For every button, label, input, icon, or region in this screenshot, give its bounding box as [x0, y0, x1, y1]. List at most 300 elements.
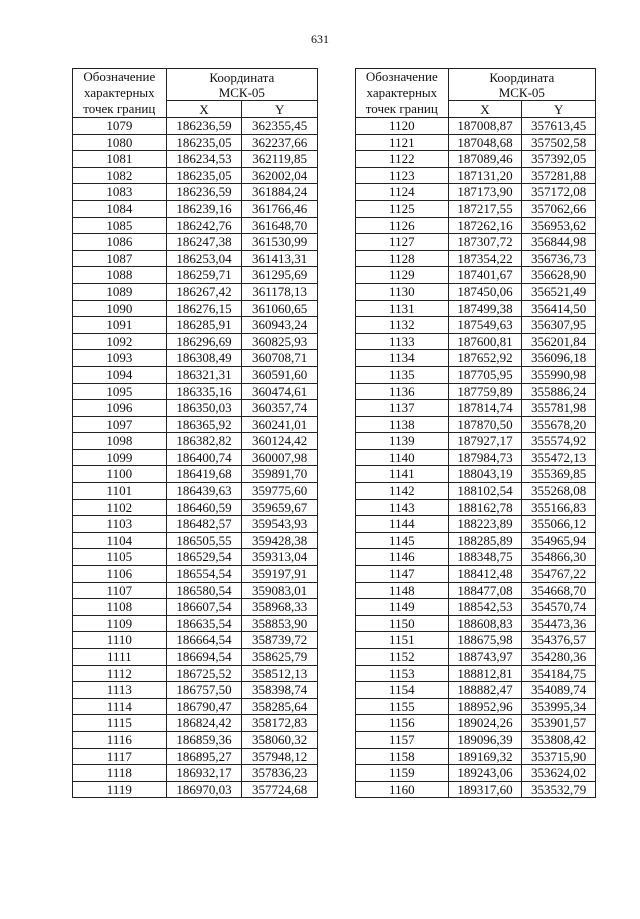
table-row — [356, 781, 596, 798]
x-coordinate-cell: 186259,71 — [166, 267, 242, 284]
table-row — [73, 665, 318, 682]
x-coordinate-cell: 186242,76 — [166, 217, 242, 234]
table-row — [73, 200, 318, 217]
table-row — [356, 200, 596, 217]
table-row — [73, 599, 318, 616]
point-id-cell: 1132 — [356, 317, 449, 334]
x-coordinate-cell: 186235,05 — [166, 134, 242, 151]
y-coordinate-cell: 357613,45 — [522, 118, 596, 135]
x-coordinate-cell: 188412,48 — [448, 566, 522, 583]
y-coordinate-cell: 357948,12 — [242, 748, 318, 765]
y-coordinate-cell: 357062,66 — [522, 200, 596, 217]
y-coordinate-cell: 359659,67 — [242, 499, 318, 516]
x-coordinate-cell: 186276,15 — [166, 300, 242, 317]
x-coordinate-cell: 188043,19 — [448, 466, 522, 483]
point-id-cell: 1091 — [73, 317, 167, 334]
point-id-cell: 1146 — [356, 549, 449, 566]
x-coordinate-cell: 188477,08 — [448, 582, 522, 599]
x-coordinate-cell: 189243,06 — [448, 765, 522, 782]
point-id-cell: 1137 — [356, 400, 449, 417]
point-id-cell: 1080 — [73, 134, 167, 151]
table-row — [73, 267, 318, 284]
table-row — [356, 566, 596, 583]
point-id-cell: 1131 — [356, 300, 449, 317]
y-coordinate-cell: 359428,38 — [242, 532, 318, 549]
table-row — [356, 134, 596, 151]
point-id-cell: 1114 — [73, 698, 167, 715]
table-row — [356, 748, 596, 765]
y-coordinate-cell: 360825,93 — [242, 333, 318, 350]
point-id-cell: 1097 — [73, 416, 167, 433]
point-id-cell: 1115 — [73, 715, 167, 732]
point-label-header: Обозначение характерных точек границ — [356, 69, 449, 118]
x-coordinate-cell: 188285,89 — [448, 532, 522, 549]
y-coordinate-cell: 358739,72 — [242, 632, 318, 649]
table-row — [356, 317, 596, 334]
point-id-cell: 1107 — [73, 582, 167, 599]
x-coordinate-cell: 186635,54 — [166, 615, 242, 632]
y-coordinate-cell: 359313,04 — [242, 549, 318, 566]
table-row — [356, 599, 596, 616]
x-coordinate-cell: 187262,16 — [448, 217, 522, 234]
point-id-cell: 1083 — [73, 184, 167, 201]
y-coordinate-cell: 354089,74 — [522, 682, 596, 699]
coordinate-system-header: Координата МСК-05 — [448, 69, 595, 101]
y-coordinate-cell: 359543,93 — [242, 516, 318, 533]
x-coordinate-cell: 186895,27 — [166, 748, 242, 765]
table-row — [73, 366, 318, 383]
table-row — [73, 765, 318, 782]
x-coordinate-cell: 187652,92 — [448, 350, 522, 367]
point-id-cell: 1109 — [73, 615, 167, 632]
table-row — [356, 516, 596, 533]
x-coordinate-cell: 188675,98 — [448, 632, 522, 649]
x-coordinate-cell: 186529,54 — [166, 549, 242, 566]
table-row — [73, 483, 318, 500]
x-coordinate-cell: 187450,06 — [448, 283, 522, 300]
point-id-cell: 1147 — [356, 566, 449, 583]
table-row — [356, 649, 596, 666]
point-id-cell: 1118 — [73, 765, 167, 782]
x-coordinate-cell: 186554,54 — [166, 566, 242, 583]
x-coordinate-cell: 186236,59 — [166, 184, 242, 201]
point-id-cell: 1108 — [73, 599, 167, 616]
y-coordinate-cell: 360708,71 — [242, 350, 318, 367]
point-id-cell: 1122 — [356, 151, 449, 168]
table-row — [73, 400, 318, 417]
y-coordinate-cell: 360241,01 — [242, 416, 318, 433]
point-id-cell: 1149 — [356, 599, 449, 616]
x-coordinate-cell: 187173,90 — [448, 184, 522, 201]
x-coordinate-cell: 187217,55 — [448, 200, 522, 217]
point-id-cell: 1105 — [73, 549, 167, 566]
x-coordinate-cell: 187984,73 — [448, 449, 522, 466]
y-coordinate-cell: 356414,50 — [522, 300, 596, 317]
table-row — [356, 400, 596, 417]
y-coordinate-cell: 356521,49 — [522, 283, 596, 300]
table-row — [73, 333, 318, 350]
x-coordinate-cell: 186267,42 — [166, 283, 242, 300]
x-column-header: X — [166, 101, 242, 118]
point-id-cell: 1127 — [356, 234, 449, 251]
point-id-cell: 1153 — [356, 665, 449, 682]
table-row — [73, 250, 318, 267]
y-coordinate-cell: 353808,42 — [522, 731, 596, 748]
y-coordinate-cell: 358398,74 — [242, 682, 318, 699]
y-coordinate-cell: 353901,57 — [522, 715, 596, 732]
point-id-cell: 1133 — [356, 333, 449, 350]
point-id-cell: 1135 — [356, 366, 449, 383]
x-coordinate-cell: 187401,67 — [448, 267, 522, 284]
y-coordinate-cell: 356953,62 — [522, 217, 596, 234]
table-row — [73, 217, 318, 234]
x-coordinate-cell: 188348,75 — [448, 549, 522, 566]
table-row — [73, 748, 318, 765]
point-id-cell: 1130 — [356, 283, 449, 300]
x-coordinate-cell: 186580,54 — [166, 582, 242, 599]
y-coordinate-cell: 360943,24 — [242, 317, 318, 334]
point-id-cell: 1095 — [73, 383, 167, 400]
y-coordinate-cell: 354570,74 — [522, 599, 596, 616]
point-id-cell: 1129 — [356, 267, 449, 284]
y-coordinate-cell: 353532,79 — [522, 781, 596, 798]
table-row — [73, 449, 318, 466]
y-coordinate-cell: 357281,88 — [522, 167, 596, 184]
y-coordinate-cell: 354668,70 — [522, 582, 596, 599]
x-coordinate-cell: 187307,72 — [448, 234, 522, 251]
y-coordinate-cell: 358060,32 — [242, 731, 318, 748]
point-id-cell: 1150 — [356, 615, 449, 632]
x-coordinate-cell: 189317,60 — [448, 781, 522, 798]
y-coordinate-cell: 361295,69 — [242, 267, 318, 284]
y-coordinate-cell: 358172,83 — [242, 715, 318, 732]
y-coordinate-cell: 356201,84 — [522, 333, 596, 350]
x-coordinate-cell: 186970,03 — [166, 781, 242, 798]
table-row — [356, 582, 596, 599]
table-row — [356, 615, 596, 632]
point-id-cell: 1154 — [356, 682, 449, 699]
y-coordinate-cell: 359775,60 — [242, 483, 318, 500]
y-coordinate-cell: 361060,65 — [242, 300, 318, 317]
table-row — [73, 151, 318, 168]
y-coordinate-cell: 354965,94 — [522, 532, 596, 549]
point-id-cell: 1099 — [73, 449, 167, 466]
x-coordinate-cell: 187927,17 — [448, 433, 522, 450]
x-coordinate-cell: 188223,89 — [448, 516, 522, 533]
x-column-header: X — [448, 101, 522, 118]
point-id-cell: 1142 — [356, 483, 449, 500]
point-id-cell: 1117 — [73, 748, 167, 765]
table-row — [356, 416, 596, 433]
x-coordinate-cell: 186285,91 — [166, 317, 242, 334]
y-coordinate-cell: 361766,46 — [242, 200, 318, 217]
point-id-cell: 1134 — [356, 350, 449, 367]
y-coordinate-cell: 361648,70 — [242, 217, 318, 234]
table-row — [73, 649, 318, 666]
y-column-header: Y — [242, 101, 318, 118]
y-coordinate-cell: 353624,02 — [522, 765, 596, 782]
y-coordinate-cell: 360591,60 — [242, 366, 318, 383]
x-coordinate-cell: 186460,59 — [166, 499, 242, 516]
point-id-cell: 1152 — [356, 649, 449, 666]
y-coordinate-cell: 356736,73 — [522, 250, 596, 267]
table-row — [73, 781, 318, 798]
x-coordinate-cell: 188812,81 — [448, 665, 522, 682]
point-id-cell: 1101 — [73, 483, 167, 500]
point-id-cell: 1145 — [356, 532, 449, 549]
y-coordinate-cell: 360007,98 — [242, 449, 318, 466]
point-id-cell: 1081 — [73, 151, 167, 168]
table-row — [73, 715, 318, 732]
point-id-cell: 1096 — [73, 400, 167, 417]
table-row — [73, 234, 318, 251]
x-coordinate-cell: 189169,32 — [448, 748, 522, 765]
y-coordinate-cell: 358625,79 — [242, 649, 318, 666]
x-coordinate-cell: 187870,50 — [448, 416, 522, 433]
y-coordinate-cell: 357392,05 — [522, 151, 596, 168]
table-row — [356, 632, 596, 649]
y-coordinate-cell: 361413,31 — [242, 250, 318, 267]
point-id-cell: 1141 — [356, 466, 449, 483]
point-id-cell: 1113 — [73, 682, 167, 699]
point-id-cell: 1098 — [73, 433, 167, 450]
point-id-cell: 1120 — [356, 118, 449, 135]
table-row — [73, 300, 318, 317]
x-coordinate-cell: 186308,49 — [166, 350, 242, 367]
table-row — [356, 532, 596, 549]
table-row — [73, 317, 318, 334]
table-row — [356, 731, 596, 748]
table-row — [73, 516, 318, 533]
y-coordinate-cell: 359197,91 — [242, 566, 318, 583]
table-row — [73, 433, 318, 450]
point-id-cell: 1112 — [73, 665, 167, 682]
y-coordinate-cell: 354767,22 — [522, 566, 596, 583]
point-id-cell: 1128 — [356, 250, 449, 267]
x-coordinate-cell: 186235,05 — [166, 167, 242, 184]
table-row — [356, 283, 596, 300]
point-id-cell: 1088 — [73, 267, 167, 284]
y-coordinate-cell: 354280,36 — [522, 649, 596, 666]
x-coordinate-cell: 186365,92 — [166, 416, 242, 433]
x-coordinate-cell: 187549,63 — [448, 317, 522, 334]
table-row — [73, 582, 318, 599]
x-coordinate-cell: 186757,50 — [166, 682, 242, 699]
point-id-cell: 1111 — [73, 649, 167, 666]
y-coordinate-cell: 361178,13 — [242, 283, 318, 300]
table-row — [356, 433, 596, 450]
point-id-cell: 1140 — [356, 449, 449, 466]
point-id-cell: 1093 — [73, 350, 167, 367]
point-id-cell: 1087 — [73, 250, 167, 267]
table-row — [356, 665, 596, 682]
point-id-cell: 1085 — [73, 217, 167, 234]
table-row — [73, 466, 318, 483]
table-row — [356, 499, 596, 516]
x-coordinate-cell: 186236,59 — [166, 118, 242, 135]
x-coordinate-cell: 186382,82 — [166, 433, 242, 450]
table-row — [356, 698, 596, 715]
y-coordinate-cell: 355781,98 — [522, 400, 596, 417]
point-id-cell: 1090 — [73, 300, 167, 317]
point-id-cell: 1094 — [73, 366, 167, 383]
point-id-cell: 1158 — [356, 748, 449, 765]
table-row — [356, 250, 596, 267]
y-coordinate-cell: 362237,66 — [242, 134, 318, 151]
x-coordinate-cell: 187814,74 — [448, 400, 522, 417]
x-coordinate-cell: 186664,54 — [166, 632, 242, 649]
table-row — [356, 300, 596, 317]
y-coordinate-cell: 354184,75 — [522, 665, 596, 682]
table-row — [356, 383, 596, 400]
table-row — [356, 682, 596, 699]
x-coordinate-cell: 187499,38 — [448, 300, 522, 317]
y-coordinate-cell: 355472,13 — [522, 449, 596, 466]
point-id-cell: 1126 — [356, 217, 449, 234]
table-row — [356, 466, 596, 483]
x-coordinate-cell: 186725,52 — [166, 665, 242, 682]
x-coordinate-cell: 186296,69 — [166, 333, 242, 350]
table-row — [73, 416, 318, 433]
table-row — [356, 350, 596, 367]
table-row — [356, 483, 596, 500]
x-coordinate-cell: 186335,16 — [166, 383, 242, 400]
y-coordinate-cell: 359083,01 — [242, 582, 318, 599]
y-coordinate-cell: 354866,30 — [522, 549, 596, 566]
x-coordinate-cell: 187131,20 — [448, 167, 522, 184]
y-coordinate-cell: 354376,57 — [522, 632, 596, 649]
table-row — [356, 234, 596, 251]
x-coordinate-cell: 186350,03 — [166, 400, 242, 417]
x-coordinate-cell: 186419,68 — [166, 466, 242, 483]
table-row — [73, 134, 318, 151]
point-id-cell: 1156 — [356, 715, 449, 732]
point-id-cell: 1143 — [356, 499, 449, 516]
table-row — [356, 267, 596, 284]
table-row — [73, 118, 318, 135]
x-coordinate-cell: 186321,31 — [166, 366, 242, 383]
table-row — [73, 184, 318, 201]
x-coordinate-cell: 186932,17 — [166, 765, 242, 782]
y-coordinate-cell: 360474,61 — [242, 383, 318, 400]
table-row — [73, 698, 318, 715]
point-id-cell: 1123 — [356, 167, 449, 184]
point-id-cell: 1121 — [356, 134, 449, 151]
y-coordinate-cell: 354473,36 — [522, 615, 596, 632]
point-id-cell: 1139 — [356, 433, 449, 450]
point-id-cell: 1144 — [356, 516, 449, 533]
y-coordinate-cell: 353715,90 — [522, 748, 596, 765]
x-coordinate-cell: 186482,57 — [166, 516, 242, 533]
x-coordinate-cell: 186505,55 — [166, 532, 242, 549]
x-coordinate-cell: 189096,39 — [448, 731, 522, 748]
point-id-cell: 1089 — [73, 283, 167, 300]
table-row — [73, 731, 318, 748]
x-coordinate-cell: 186247,38 — [166, 234, 242, 251]
x-coordinate-cell: 187008,87 — [448, 118, 522, 135]
coordinates-table-right — [355, 68, 596, 798]
y-coordinate-cell: 355066,12 — [522, 516, 596, 533]
table-row — [73, 632, 318, 649]
x-coordinate-cell: 187089,46 — [448, 151, 522, 168]
point-id-cell: 1136 — [356, 383, 449, 400]
table-row — [356, 765, 596, 782]
y-coordinate-cell: 360124,42 — [242, 433, 318, 450]
y-coordinate-cell: 358968,33 — [242, 599, 318, 616]
y-coordinate-cell: 355369,85 — [522, 466, 596, 483]
x-coordinate-cell: 187354,22 — [448, 250, 522, 267]
point-id-cell: 1159 — [356, 765, 449, 782]
y-coordinate-cell: 357724,68 — [242, 781, 318, 798]
table-row — [356, 151, 596, 168]
table-row — [356, 715, 596, 732]
x-coordinate-cell: 188952,96 — [448, 698, 522, 715]
point-id-cell: 1157 — [356, 731, 449, 748]
table-row — [356, 184, 596, 201]
y-coordinate-cell: 355574,92 — [522, 433, 596, 450]
table-row — [356, 366, 596, 383]
y-coordinate-cell: 361530,99 — [242, 234, 318, 251]
x-coordinate-cell: 187600,81 — [448, 333, 522, 350]
y-coordinate-cell: 355886,24 — [522, 383, 596, 400]
x-coordinate-cell: 188882,47 — [448, 682, 522, 699]
table-row — [356, 449, 596, 466]
table-row — [73, 615, 318, 632]
table-row — [73, 549, 318, 566]
x-coordinate-cell: 186790,47 — [166, 698, 242, 715]
y-coordinate-cell: 362119,85 — [242, 151, 318, 168]
point-label-header: Обозначение характерных точек границ — [73, 69, 167, 118]
x-coordinate-cell: 187705,95 — [448, 366, 522, 383]
point-id-cell: 1082 — [73, 167, 167, 184]
x-coordinate-cell: 187759,89 — [448, 383, 522, 400]
y-coordinate-cell: 358853,90 — [242, 615, 318, 632]
y-coordinate-cell: 360357,74 — [242, 400, 318, 417]
x-coordinate-cell: 186824,42 — [166, 715, 242, 732]
y-coordinate-cell: 358512,13 — [242, 665, 318, 682]
point-id-cell: 1119 — [73, 781, 167, 798]
point-id-cell: 1104 — [73, 532, 167, 549]
y-coordinate-cell: 353995,34 — [522, 698, 596, 715]
table-row — [73, 499, 318, 516]
y-coordinate-cell: 356844,98 — [522, 234, 596, 251]
point-id-cell: 1084 — [73, 200, 167, 217]
x-coordinate-cell: 187048,68 — [448, 134, 522, 151]
y-coordinate-cell: 355268,08 — [522, 483, 596, 500]
table-body-left — [73, 118, 318, 798]
point-id-cell: 1092 — [73, 333, 167, 350]
y-coordinate-cell: 359891,70 — [242, 466, 318, 483]
point-id-cell: 1125 — [356, 200, 449, 217]
point-id-cell: 1102 — [73, 499, 167, 516]
x-coordinate-cell: 186400,74 — [166, 449, 242, 466]
point-id-cell: 1151 — [356, 632, 449, 649]
y-coordinate-cell: 356628,90 — [522, 267, 596, 284]
x-coordinate-cell: 186234,53 — [166, 151, 242, 168]
table-body-right — [356, 118, 596, 798]
y-column-header: Y — [522, 101, 596, 118]
point-id-cell: 1138 — [356, 416, 449, 433]
point-id-cell: 1124 — [356, 184, 449, 201]
x-coordinate-cell: 186439,63 — [166, 483, 242, 500]
point-id-cell: 1100 — [73, 466, 167, 483]
x-coordinate-cell: 186239,16 — [166, 200, 242, 217]
y-coordinate-cell: 356307,95 — [522, 317, 596, 334]
x-coordinate-cell: 186607,54 — [166, 599, 242, 616]
table-row — [356, 333, 596, 350]
y-coordinate-cell: 356096,18 — [522, 350, 596, 367]
table-row — [73, 283, 318, 300]
